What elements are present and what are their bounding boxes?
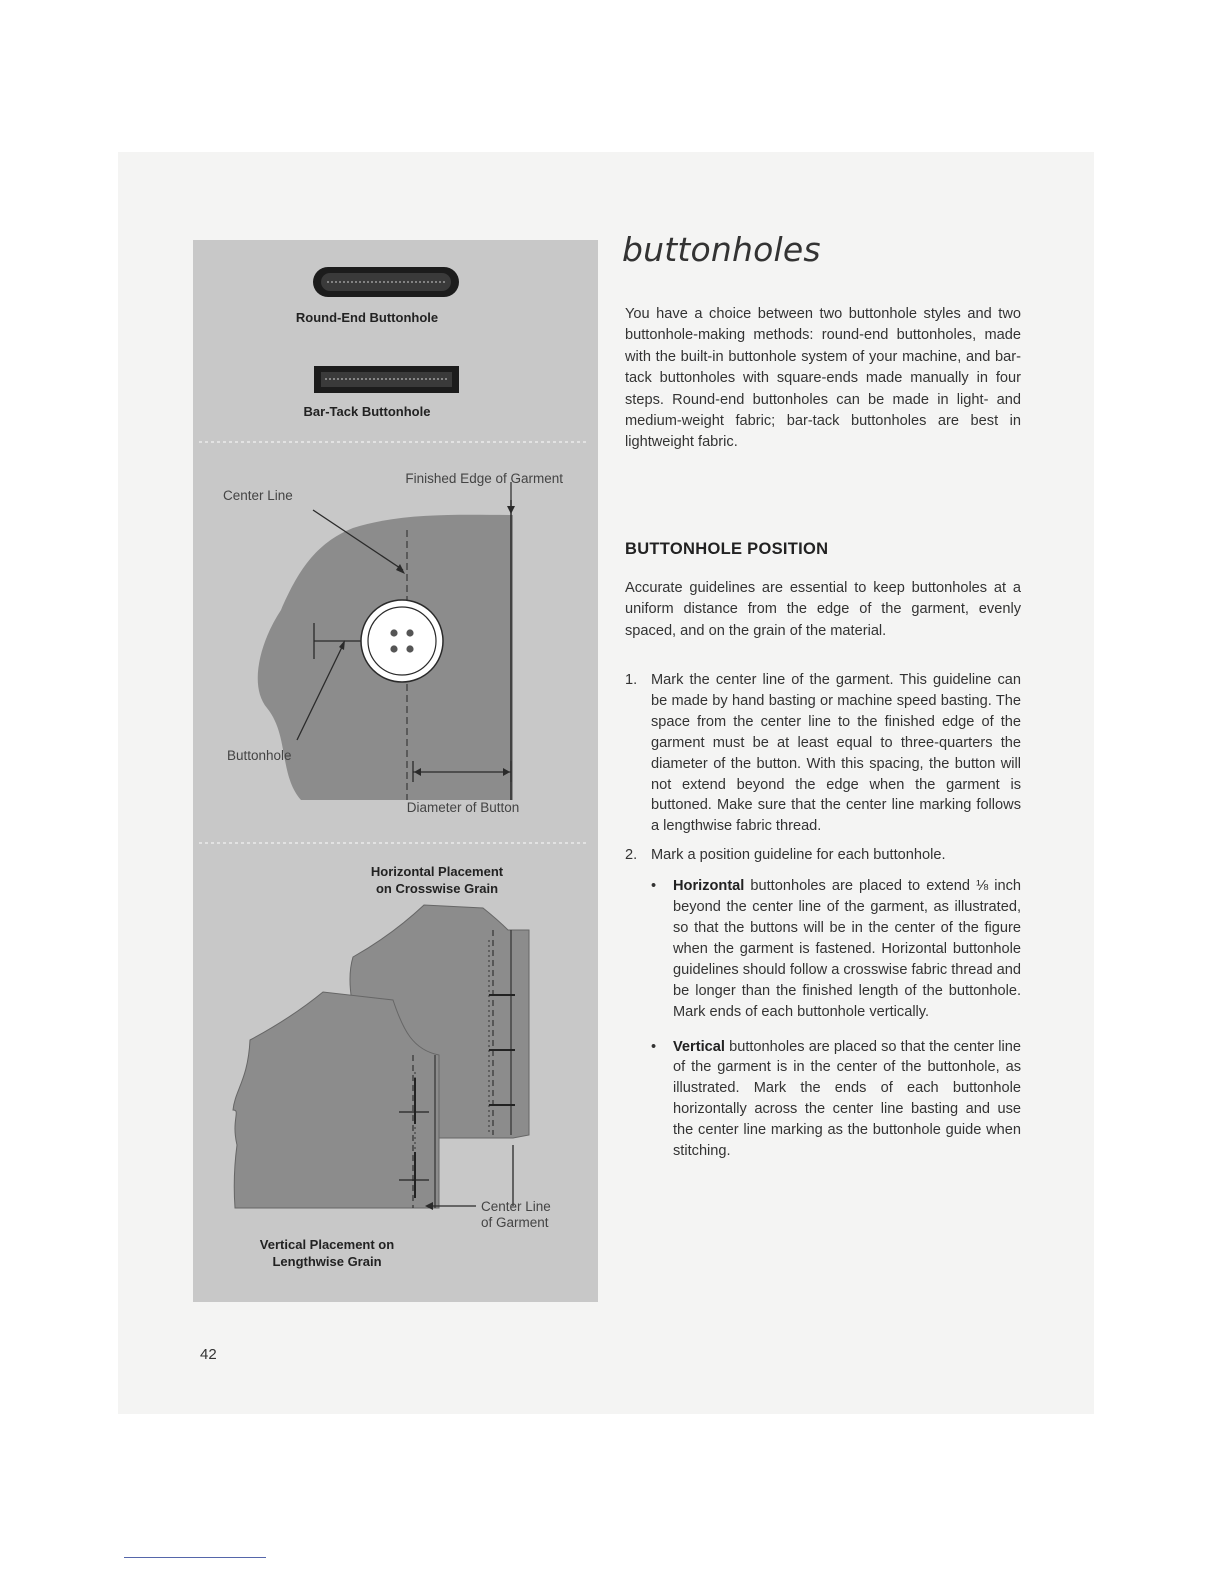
footer-rule	[124, 1557, 266, 1558]
intro-paragraph: You have a choice between two buttonhole styles and two buttonhole-making methods: round-end buttonholes, made with the built-in buttonhole system of your machine, and bar-tack buttonholes with square-ends made manually in four steps. Round-end buttonholes can be made in light- and medium-weight fabric; bar-tack buttonholes are best in lightweight fabric.	[625, 306, 1021, 451]
round-end-caption: Round-End Buttonhole	[295, 310, 439, 325]
buttonhole-illustrations	[193, 240, 598, 1302]
bar-tack-caption: Bar-Tack Buttonhole	[303, 404, 431, 419]
step-item	[625, 845, 1021, 1162]
bullet-text: buttonholes are placed so that the center line of the garment is in the center of the buttonhole, as illustrated. Mark the ends of each buttonhole horizontally across the center line basting and use the center line marking as the buttonhole guide when stitching.	[673, 1038, 1021, 1160]
page-title: buttonholes	[622, 230, 821, 269]
section-intro: Accurate guidelines are essential to keep buttonholes at a uniform distance from the edge of the garment, evenly spaced, and on the grain of the material.	[625, 580, 1021, 639]
bullet-dot: •	[651, 878, 657, 895]
page-number: 42	[200, 1346, 217, 1363]
bullet-term: Vertical	[673, 1038, 725, 1055]
step-number: 2.	[625, 847, 638, 864]
illustration-panel	[193, 240, 598, 1302]
center-line-garment-line-1: Center Line	[481, 1199, 551, 1214]
step-text: Mark a position guideline for each buttonhole.	[651, 847, 946, 864]
horizontal-caption-line-1: Horizontal Placement	[370, 864, 504, 879]
finished-edge-label: Finished Edge of Garment	[405, 471, 563, 486]
buttonhole-label: Buttonhole	[227, 748, 292, 763]
center-line-label: Center Line	[223, 488, 293, 503]
bullet-item-vertical	[651, 1037, 1021, 1162]
bullet-item-horizontal	[651, 876, 1021, 1022]
bullet-term: Horizontal	[673, 878, 745, 895]
diameter-label: Diameter of Button	[406, 800, 520, 815]
horizontal-caption-line-2: on Crosswise Grain	[375, 881, 499, 896]
bar-tack-buttonhole-illustration	[314, 366, 459, 393]
vertical-caption-line-2: Lengthwise Grain	[272, 1254, 382, 1269]
round-end-buttonhole-illustration	[313, 267, 459, 297]
bullet-dot: •	[651, 1038, 657, 1055]
step-number: 1.	[625, 672, 638, 688]
step-text: Mark the center line of the garment. This guideline can be made by hand basting or machine speed basting. The space from the center line to the finished edge of the garment must be at least equal to three-quarters the diameter of the button. With this spacing, the button will not extend beyond the edge when the garment is buttoned. Make sure that the center line marking follows a lengthwise fabric thread.	[651, 672, 1021, 835]
bullet-list	[651, 876, 1021, 1162]
center-line-garment-line-2: of Garment	[481, 1215, 549, 1230]
steps-list	[625, 670, 1021, 1176]
garment-placement-diagram	[233, 905, 529, 1210]
button-placement-diagram	[258, 482, 515, 800]
vertical-caption-line-1: Vertical Placement on	[259, 1237, 395, 1252]
step-item	[625, 670, 1021, 837]
section-heading: BUTTONHOLE POSITION	[625, 540, 829, 558]
bullet-text: buttonholes are placed to extend ⅛ inch beyond the center line of the garment, as illustrated, so that the buttons will be in the center of the figure when the garment is fastened. Horizontal buttonhole guidelines should follow a crosswise fabric thread and be longer than the finished length of the buttonhole. Mark ends of each buttonhole vertically.	[673, 878, 1022, 1020]
